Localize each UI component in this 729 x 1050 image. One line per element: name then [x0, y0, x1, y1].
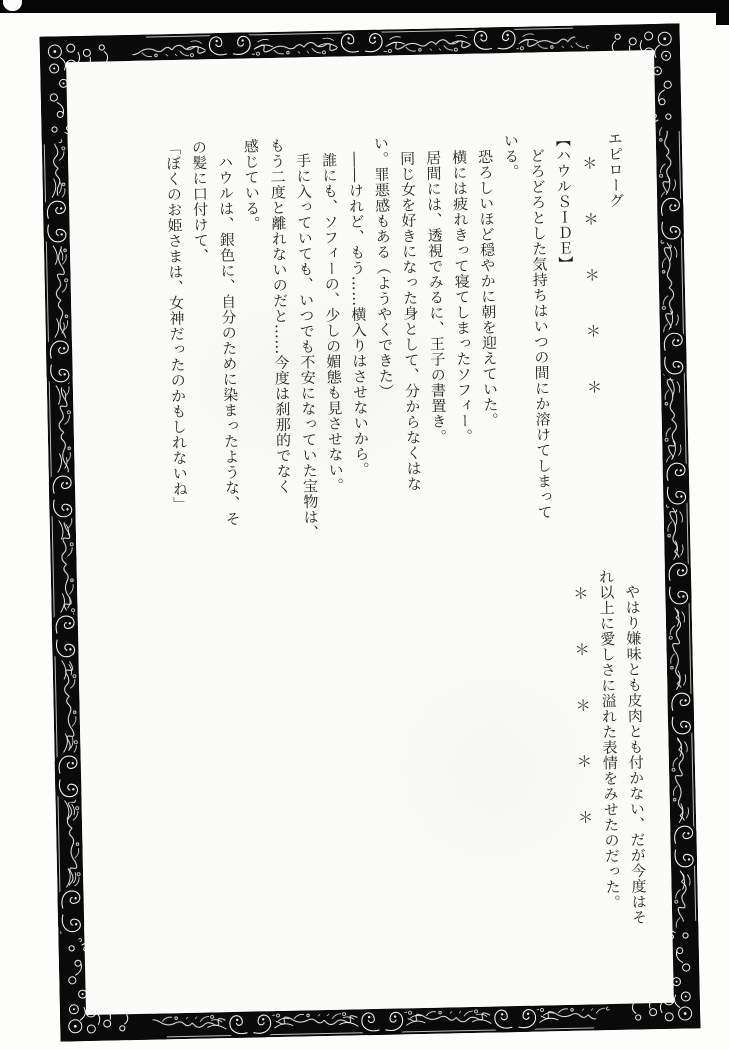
text-column: 横には疲れきって寝てしまったソフィー。 [449, 133, 475, 445]
text-upper-band [160, 131, 637, 561]
text-column: れ以上に愛しさに溢れた表情をみせたのだった。 [596, 568, 622, 911]
text-column: い。罪悪感もある（ようやくできた） [371, 135, 396, 400]
section-divider-top: ＊ ＊ ＊ ＊ ＊ [580, 155, 604, 408]
text-lower-band [567, 568, 654, 990]
text-column: 感じている。 [241, 138, 262, 232]
text-column: 恐ろしいほど穏やかに朝を迎えていた。 [475, 133, 500, 429]
text-column: どろどろとした気持ちはいつの間にか溶けてしまって [527, 132, 554, 521]
side-heading: 【ハウルＳＩＤＥ】 [553, 131, 575, 272]
page-interior [66, 50, 674, 1015]
text-column: 誰にも、ソフィーの、少しの媚態も見させない。 [319, 136, 346, 494]
text-column: やはり嫌味とも皮肉とも付かない、だが今度はそ [622, 568, 649, 926]
page-frame [40, 23, 701, 1041]
scan-edge [0, 0, 729, 13]
text-column: もう二度と離れないのだと……今度は刹那的でなく [267, 137, 294, 495]
text-column: ハウルは、銀色に、自分のために染まったような、そ [215, 138, 242, 527]
page-heading: エピローグ [605, 130, 626, 209]
section-divider-bottom: ＊ ＊ ＊ ＊ ＊ [571, 585, 595, 838]
scan-edge-stub [716, 0, 729, 25]
text-column: ――けれど、もう……横入りはさせないから。 [345, 136, 371, 478]
text-column: 手に入っていても、いつでも不安になっていた宝物は、 [293, 137, 321, 541]
text-column: いる。 [501, 132, 521, 180]
text-column: 同じ女を好きになった身として、分からなくはな [397, 134, 424, 492]
text-column: 「ぼくのお姫さまは、女神だったのかもしれないね」 [163, 139, 190, 513]
text-column: の髪に口付けて、 [189, 139, 211, 264]
text-column: 居間には、透視でみるに、王子の書置き。 [423, 134, 449, 445]
